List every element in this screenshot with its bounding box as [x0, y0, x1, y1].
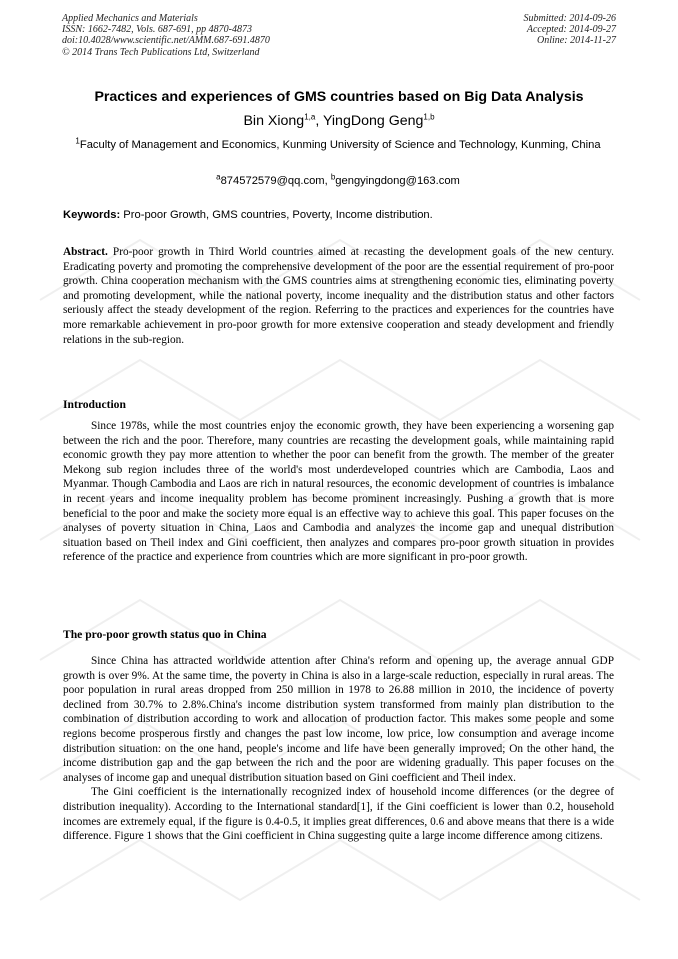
journal-copyright: © 2014 Trans Tech Publications Ltd, Switzerland: [62, 46, 260, 58]
china-section-body: [63, 654, 614, 844]
keywords-text: Pro-poor Growth, GMS countries, Poverty, Income distribution.: [120, 209, 433, 221]
email-separator: ,: [324, 175, 331, 187]
section-heading-introduction: Introduction: [63, 398, 126, 411]
china-paragraph-2: The Gini coefficient is the internationally recognized index of household income differences (or the degree of distribution inequality). According to the International standard[1], if the Gini coefficient is lower than 0.2, household incomes are extremely equal, if the figure is 0.4-0.5, it implies great differences, 0.6 and above means that there is a wide difference. Figure 1 shows that the Gini coefficient in China suggesting quite a large income difference among citizens.: [63, 786, 614, 843]
abstract-text: Pro-poor growth in Third World countries aimed at recasting the development goals of the new century. Eradicating poverty and promoting the comprehensive development of the poor are the essential requirement of pro-poor growth. China cooperation mechanism with the GMS countries aims at strengthening economic ties, eliminating poverty and promoting development, while the national poverty, income inequality and the distribution status and other factors seriously affect the steady development of the region. Referring to the practices and experiences for the countries have more remarkable achievement in pro-poor growth for more extensive cooperation and steady development and friendly relations in the sub-region.: [63, 246, 614, 346]
online-date: Online: 2014-11-27: [537, 35, 616, 47]
paper-title: Practices and experiences of GMS countries based on Big Data Analysis: [94, 89, 584, 105]
journal-issn: ISSN: 1662-7482, Vols. 687-691, pp 4870-4873: [62, 24, 252, 36]
accepted-date: Accepted: 2014-09-27: [526, 24, 616, 36]
journal-name: Applied Mechanics and Materials: [62, 13, 198, 24]
section-heading-china: The pro-poor growth status quo in China: [63, 628, 267, 641]
author-list: [40, 113, 638, 129]
author-name: Bin Xiong: [243, 113, 305, 129]
abstract-label: Abstract.: [63, 246, 108, 258]
affiliation-text: Faculty of Management and Economics, Kunming University of Science and Technology, Kunming, China: [79, 139, 601, 151]
abstract: [63, 245, 614, 347]
affiliation: [62, 138, 614, 152]
submitted-date: Submitted: 2014-09-26: [523, 13, 616, 24]
author-superscript: 1,b: [423, 112, 435, 122]
author-emails: [62, 172, 614, 187]
email-address[interactable]: 874572579@qq.com: [220, 175, 325, 187]
email-superscript: a: [216, 172, 221, 182]
introduction-paragraph: Since 1978s, while the most countries enjoy the economic growth, they have been experiencing a worsening gap between the rich and the poor. Therefore, many countries are recasting the development goals, while maintaining rapid economic growth they pay more attention to whether the poor can benefit from the growth. The member of the greater Mekong sub region includes three of the world's most underdeveloped countries which are Cambodia, Laos and Myanmar. Though Cambodia and Laos are rich in natural resources, the economic development of countries is imbalance in recent years and income inequality problem has become prominent increasingly. Pushing a growth that is more beneficial to the poor and make the society more equal is an effective way to achieve this goal. This paper focuses on the analyses of poverty situation in China, Laos and Cambodia and analyzes the income gap and unequal distribution situation based on Theil index and Gini coefficient, then analyzes and compares pro-poor growth situation in provides reference of the practice and experience from countries which are more significant in pro-poor growth.: [63, 420, 614, 564]
email-address[interactable]: gengyingdong@163.com: [335, 175, 460, 187]
journal-info: [62, 13, 270, 58]
introduction-body: [63, 419, 614, 565]
author-name: YingDong Geng: [322, 113, 424, 129]
china-paragraph-1: Since China has attracted worldwide attention after China's reform and opening up, the average annual GDP growth is over 9%. At the same time, the poverty in China is also in a large-scale reduction, especially in rural areas. The poor population in rural areas dropped from 250 million in 1978 to 26.88 million in 2010, the incidence of poverty declined from 30.7% to 2.8%.China's income distribution system transformed from mainly plan distribution to the combination of distribution according to work and allocation of production factor. This makes some people and some regions become prosperous firstly and changes the past low income, low price, low consumption and average income distribution situation: on the one hand, people's income and life have been generally improved; On the other hand, the income distribution gap and the gap between the rich and the poor are widening gradually. This paper focuses on the analyses of income gap and unequal distribution situation based on Gini coefficient and Theil index.: [63, 655, 614, 784]
keywords-label: Keywords:: [63, 209, 121, 221]
author-separator: ,: [315, 113, 323, 129]
email-superscript: b: [330, 172, 336, 182]
author-superscript: 1,a: [304, 112, 316, 122]
journal-doi: doi:10.4028/www.scientific.net/AMM.687-691.4870: [62, 35, 270, 47]
publication-dates: [524, 13, 617, 47]
affiliation-superscript: 1: [75, 136, 80, 146]
keywords: [63, 209, 615, 221]
